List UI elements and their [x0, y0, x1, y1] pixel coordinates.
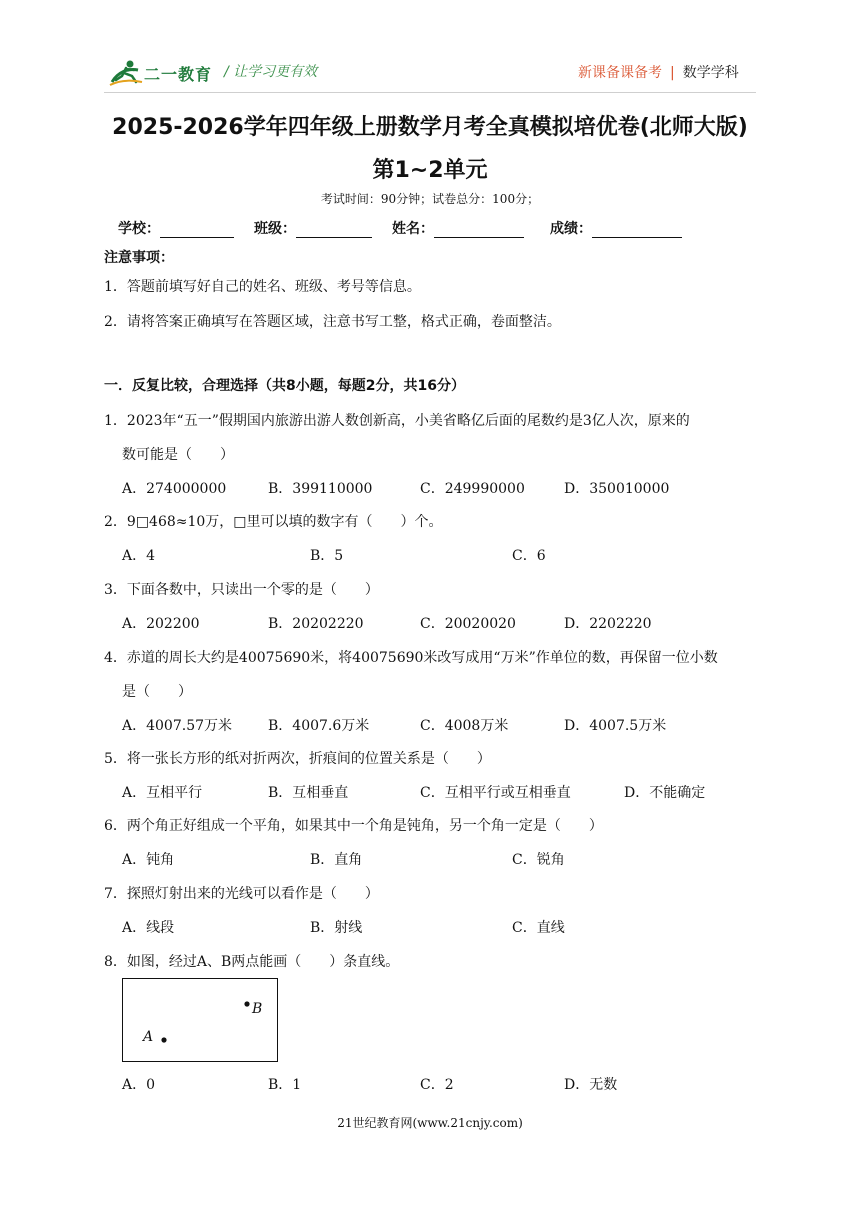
q8-option-c[interactable]: C．2 — [420, 1077, 454, 1093]
q7-option-b[interactable]: B．射线 — [310, 920, 363, 936]
exam-title: 2025-2026学年四年级上册数学月考全真模拟培优卷(北师大版) — [112, 115, 748, 140]
q1-option-c[interactable]: C．249990000 — [420, 481, 525, 497]
q8-option-b[interactable]: B．1 — [268, 1077, 302, 1093]
score-field[interactable] — [550, 218, 682, 238]
q6-option-b[interactable]: B．直角 — [310, 852, 363, 868]
q4-option-c[interactable]: C．4008万米 — [420, 718, 509, 734]
point-b-label: B — [252, 1001, 263, 1017]
q4-option-a[interactable]: A．4007.57万米 — [122, 718, 233, 734]
q7-option-c[interactable]: C．直线 — [512, 920, 565, 936]
school-field[interactable] — [118, 218, 234, 238]
name-field[interactable] — [392, 218, 524, 238]
page-footer: 21世纪教育网(www.21cnjy.com) — [337, 1116, 523, 1130]
question-4-text: 4．赤道的周长大约是40075690米，将40075690米改写成用“万米”作单位的数，再保留一位小数 — [104, 650, 718, 666]
header-tag-subject: 数学学科 — [682, 65, 739, 81]
school-label: 学校： — [118, 221, 160, 237]
question-1-text-cont: 数可能是（ ） — [122, 447, 234, 463]
question-4-text-cont: 是（ ） — [122, 684, 192, 700]
name-label: 姓名： — [392, 221, 434, 237]
q1-option-a[interactable]: A．274000000 — [122, 481, 227, 497]
class-field[interactable] — [254, 218, 372, 238]
q3-option-d[interactable]: D．2202220 — [564, 616, 652, 632]
q2-option-c[interactable]: C．6 — [512, 548, 546, 564]
q8-option-a[interactable]: A．0 — [122, 1077, 156, 1093]
header-divider — [104, 92, 756, 93]
question-8-text: 8．如图，经过A、B两点能画（ ）条直线。 — [104, 954, 400, 970]
point-b-dot — [244, 1001, 249, 1006]
point-a-label: A — [143, 1029, 154, 1045]
section-heading: 一．反复比较，合理选择（共8小题，每题2分，共16分） — [104, 378, 465, 394]
score-label: 成绩： — [550, 221, 592, 237]
point-a-dot — [161, 1037, 166, 1042]
q5-option-b[interactable]: B．互相垂直 — [268, 785, 349, 801]
q5-option-a[interactable]: A．互相平行 — [122, 785, 203, 801]
class-label: 班级： — [254, 221, 296, 237]
brand-name: 二一教育 — [144, 65, 213, 84]
q5-option-c[interactable]: C．互相平行或互相垂直 — [420, 785, 571, 801]
exam-subtitle: 第1~2单元 — [372, 158, 488, 183]
header-tag-course: 新课备课备考 — [578, 65, 662, 81]
header-right — [578, 62, 739, 82]
q2-option-a[interactable]: A．4 — [122, 548, 156, 564]
question-5-text: 5．将一张长方形的纸对折两次，折痕间的位置关系是（ ） — [104, 751, 491, 767]
slogan: / 让学习更有效 — [224, 64, 318, 80]
q2-option-b[interactable]: B．5 — [310, 548, 344, 564]
q3-option-a[interactable]: A．202200 — [122, 616, 200, 632]
question-3-text: 3．下面各数中，只读出一个零的是（ ） — [104, 582, 379, 598]
q6-option-c[interactable]: C．锐角 — [512, 852, 565, 868]
q7-option-a[interactable]: A．线段 — [122, 920, 175, 936]
q1-option-d[interactable]: D．350010000 — [564, 481, 670, 497]
header-separator: | — [670, 65, 675, 81]
q3-option-b[interactable]: B．20202220 — [268, 616, 364, 632]
q8-figure-box — [122, 978, 278, 1062]
question-6-text: 6．两个角正好组成一个平角，如果其中一个角是钝角，另一个角一定是（ ） — [104, 818, 603, 834]
q6-option-a[interactable]: A．钝角 — [122, 852, 175, 868]
question-2-text: 2．9□468≈10万，□里可以填的数字有（ ）个。 — [104, 514, 443, 530]
question-7-text: 7．探照灯射出来的光线可以看作是（ ） — [104, 886, 379, 902]
notes-item: 1．答题前填写好自己的姓名、班级、考号等信息。 — [104, 279, 421, 295]
notes-heading: 注意事项： — [104, 250, 174, 266]
q8-figure — [123, 979, 279, 1063]
q1-option-b[interactable]: B．399110000 — [268, 481, 373, 497]
q3-option-c[interactable]: C．20020020 — [420, 616, 516, 632]
q8-option-d[interactable]: D．无数 — [564, 1077, 618, 1093]
q4-option-b[interactable]: B．4007.6万米 — [268, 718, 370, 734]
q5-option-d[interactable]: D．不能确定 — [624, 785, 706, 801]
q4-option-d[interactable]: D．4007.5万米 — [564, 718, 667, 734]
notes-item: 2．请将答案正确填写在答题区域，注意书写工整，格式正确，卷面整洁。 — [104, 314, 561, 330]
exam-meta: 考试时间：90分钟；试卷总分：100分； — [320, 192, 540, 206]
page-header — [0, 0, 860, 100]
question-1-text: 1．2023年“五一”假期国内旅游出游人数创新高，小美省略亿后面的尾数约是3亿人次，原来的 — [104, 413, 690, 429]
